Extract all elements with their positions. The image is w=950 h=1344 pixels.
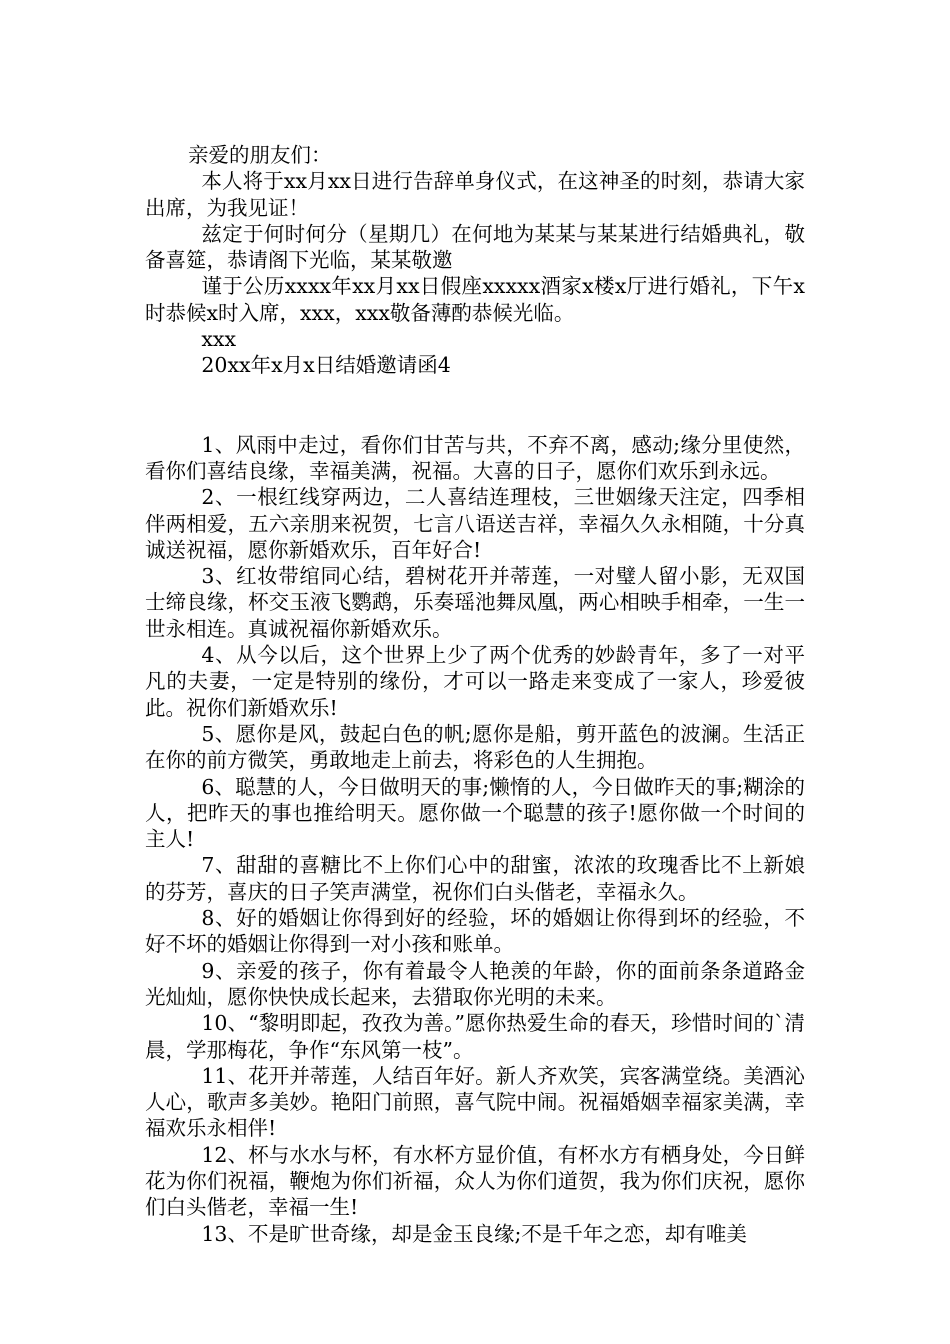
blessing-paragraph: 11、花开并蒂莲，人结百年好。新人齐欢笑，宾客满堂绕。美酒沁人心，歌声多美妙。艳阳门前照，喜气院中闹。祝福婚姻幸福家美满，幸福欢乐永相伴! xyxy=(145,1063,805,1141)
signature: xxx xyxy=(201,327,237,352)
blessing-paragraph: 5、愿你是风，鼓起白色的帆;愿你是船，剪开蓝色的波澜。生活正在你的前方微笑，勇敢地走上前去，将彩色的人生拥抱。 xyxy=(145,721,805,773)
blessing-paragraph: 6、聪慧的人，今日做明天的事;懒惰的人，今日做昨天的事;糊涂的人，把昨天的事也推给明天。愿你做一个聪慧的孩子!愿你做一个时间的主人! xyxy=(145,774,805,852)
document-body xyxy=(145,142,805,1247)
blessing-paragraph: 9、亲爱的孩子，你有着最令人艳羡的年龄，你的面前条条道路金光灿灿，愿你快快成长起来，去猎取你光明的未来。 xyxy=(145,958,805,1009)
date-title: 20xx年x月x日结婚邀请函4 xyxy=(201,353,451,378)
blessing-paragraph: 7、甜甜的喜糖比不上你们心中的甜蜜，浓浓的玫瑰香比不上新娘的芬芳，喜庆的日子笑声满堂，祝你们白头偕老，幸福永久。 xyxy=(145,853,805,904)
blessing-paragraph: 12、杯与水水与杯，有水杯方显价值，有杯水方有栖身处，今日鲜花为你们祝福，鞭炮为你们祈福，众人为你们道贺，我为你们庆祝，愿你们白头偕老，幸福一生! xyxy=(145,1142,805,1220)
blessing-paragraph: 10、“黎明即起，孜孜为善。”愿你热爱生命的春天，珍惜时间的`清晨，学那梅花，争作“东风第一枝”。 xyxy=(145,1011,805,1062)
blessing-paragraph: 3、红妆带绾同心结，碧树花开并蒂莲，一对璧人留小影，无双国士缔良缘，杯交玉液飞鹦鹉，乐奏瑶池舞凤凰，两心相映手相牵，一生一世永相连。真诚祝福你新婚欢乐。 xyxy=(145,564,805,641)
blessing-paragraph: 1、风雨中走过，看你们甘苦与共，不弃不离，感动;缘分里使然，看你们喜结良缘，幸福美满，祝福。大喜的日子，愿你们欢乐到永远。 xyxy=(145,432,805,483)
invitation-paragraph: 兹定于何时何分（星期几）在何地为某某与某某进行结婚典礼，敬备喜筵，恭请阁下光临，某某敬邀 xyxy=(145,221,805,273)
invitation-paragraph: 本人将于xx月xx日进行告辞单身仪式，在这神圣的时刻，恭请大家出席，为我见证！ xyxy=(145,169,805,220)
greeting: 亲爱的朋友们： xyxy=(188,143,332,167)
blessing-paragraph: 13、不是旷世奇缘，却是金玉良缘;不是千年之恋，却有唯美 xyxy=(201,1221,747,1246)
section-gap xyxy=(145,379,805,432)
invitation-paragraph: 谨于公历xxxx年xx月xx日假座xxxxx酒家x楼x厅进行婚礼，下午x时恭候x时入席，xxx，xxx敬备薄酌恭候光临。 xyxy=(145,274,805,325)
blessing-paragraph: 4、从今以后，这个世界上少了两个优秀的妙龄青年，多了一对平凡的夫妻，一定是特别的缘份，才可以一路走来变成了一家人，珍爱彼此。祝你们新婚欢乐! xyxy=(145,643,805,720)
blessing-paragraph: 2、一根红线穿两边，二人喜结连理枝，三世姻缘天注定，四季相伴两相爱，五六亲朋来祝贺，七言八语送吉祥，幸福久久永相随，十分真诚送祝福，愿你新婚欢乐，百年好合! xyxy=(145,485,805,562)
blessing-paragraph: 8、好的婚姻让你得到好的经验，坏的婚姻让你得到坏的经验，不好不坏的婚姻让你得到一对小孩和账单。 xyxy=(145,906,805,957)
